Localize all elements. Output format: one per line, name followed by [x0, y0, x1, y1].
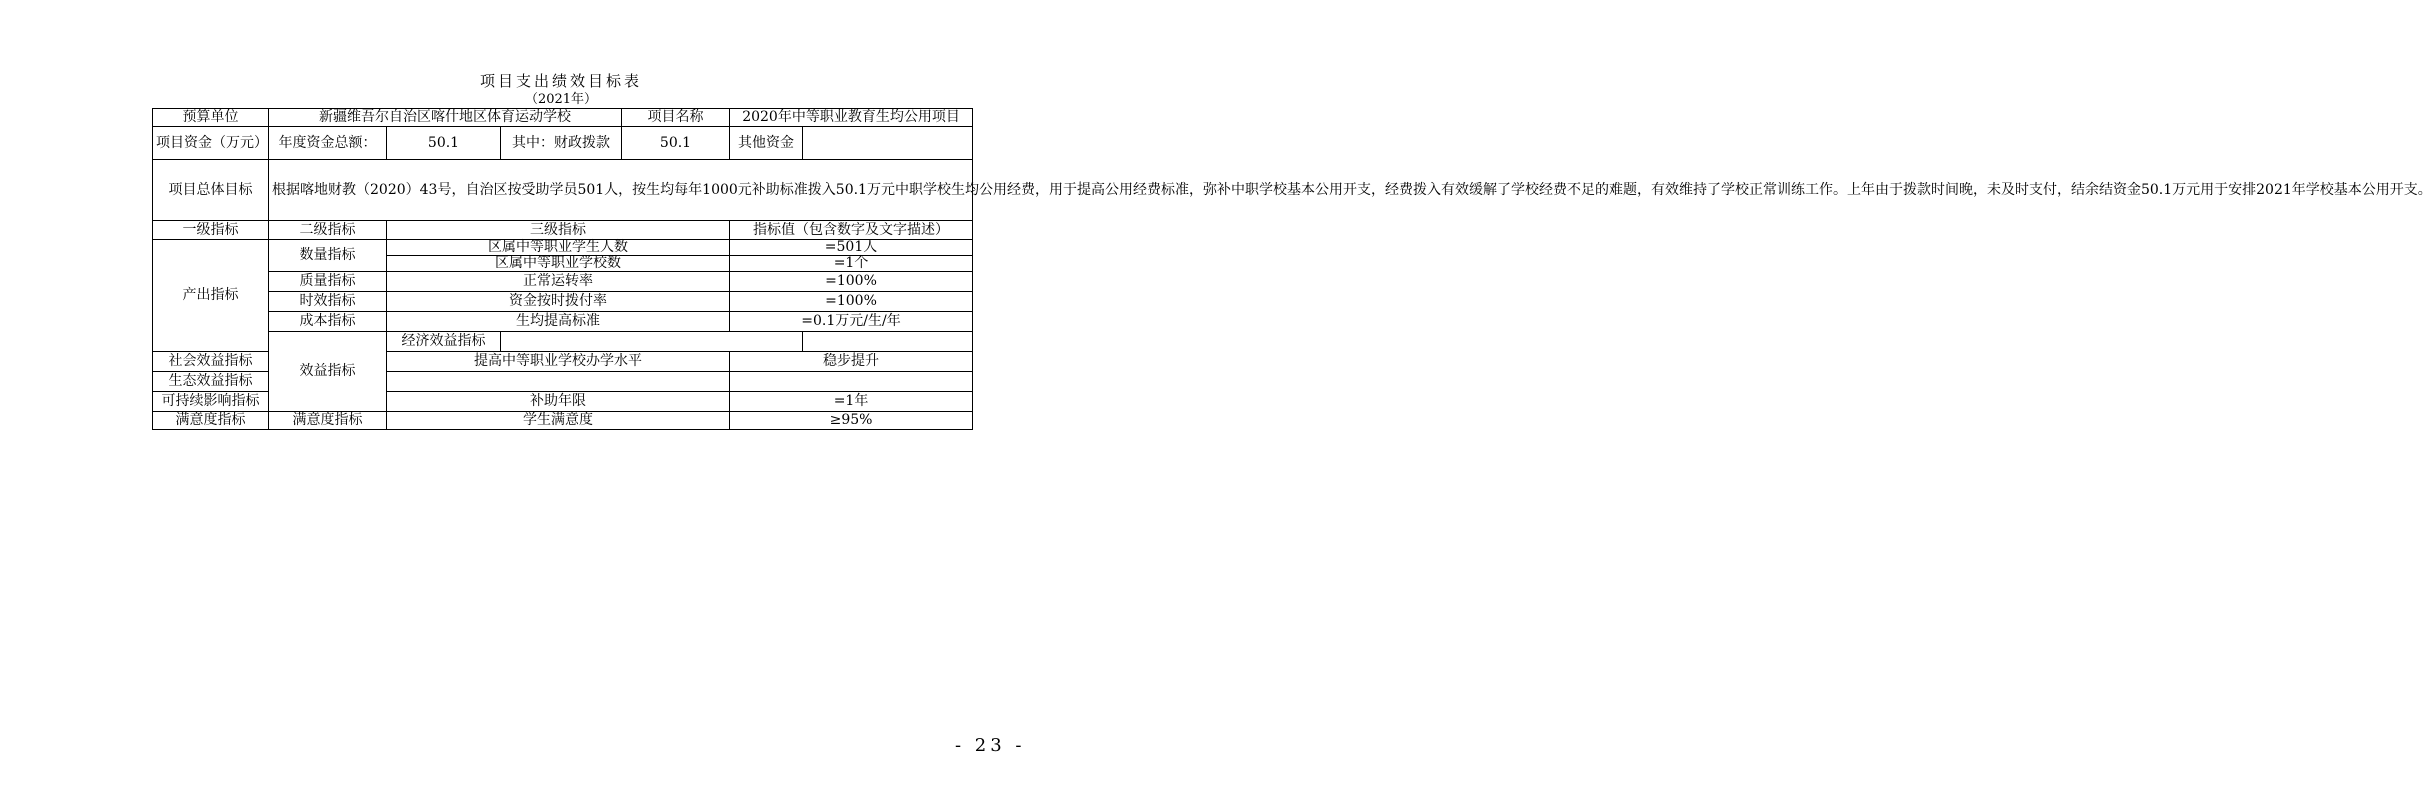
indicator-name: [501, 332, 803, 352]
indicator-value: [730, 372, 973, 392]
quantity-indicator-label: 数量指标: [269, 240, 387, 272]
table-row: [153, 412, 973, 430]
header-value: 指标值（包含数字及文字描述）: [730, 221, 973, 240]
header-row: [153, 221, 973, 240]
table-row: [153, 312, 973, 332]
table-row: [153, 240, 973, 256]
sustainable-indicator-label: 可持续影响指标: [153, 392, 269, 412]
indicator-name: [387, 372, 730, 392]
performance-table: [152, 108, 2432, 430]
other-funds-value: [803, 127, 973, 160]
benefit-indicator-label: 效益指标: [269, 332, 387, 412]
project-name-label: 项目名称: [622, 109, 730, 127]
header-level1: 一级指标: [153, 221, 269, 240]
goal-label: 项目总体目标: [153, 160, 269, 221]
indicator-name: 正常运转率: [387, 272, 730, 292]
indicator-name: 生均提高标准: [387, 312, 730, 332]
table-row: [153, 292, 973, 312]
indicator-name: 资金按时拨付率: [387, 292, 730, 312]
header-level3: 三级指标: [387, 221, 730, 240]
indicator-value: =0.1万元/生/年: [730, 312, 973, 332]
table-title: 项目支出绩效目标表: [479, 72, 642, 90]
economic-indicator-label: 经济效益指标: [387, 332, 501, 352]
indicator-value: 稳步提升: [730, 352, 973, 372]
indicator-name: 区属中等职业学生人数: [387, 240, 730, 256]
fiscal-value: 50.1: [622, 127, 730, 160]
goal-text: 根据喀地财教（2020）43号，自治区按受助学员501人，按生均每年1000元补助标准拨入50.1万元中职学校生均公用经费，用于提高公用经费标准，弥补中职学校基本公用开支，经费拨入有效缓解了学校经费不足的难题，有效维持了学校正常训练工作。上年由于拨款时间晚，未及时支付，结余结资金50.1万元用于安排2021年学校基本公用开支。: [269, 160, 973, 221]
indicator-name: 补助年限: [387, 392, 730, 412]
social-indicator-label: 社会效益指标: [153, 352, 269, 372]
header-level2: 二级指标: [269, 221, 387, 240]
other-funds-label: 其他资金: [730, 127, 803, 160]
page-number: - 23 -: [955, 735, 1026, 756]
budget-unit-row: [153, 109, 973, 127]
table-row: [153, 332, 973, 352]
indicator-name: 学生满意度: [387, 412, 730, 430]
funds-label: 项目资金（万元）: [153, 127, 269, 160]
annual-total-value: 50.1: [387, 127, 501, 160]
indicator-name: 区属中等职业学校数: [387, 256, 730, 272]
goal-row: [153, 160, 973, 221]
satisfaction-sub-label: 满意度指标: [269, 412, 387, 430]
ecological-indicator-label: 生态效益指标: [153, 372, 269, 392]
table-subtitle: （2021年）: [524, 92, 598, 107]
annual-total-label: 年度资金总额：: [269, 127, 387, 160]
budget-unit-label: 预算单位: [153, 109, 269, 127]
indicator-value: =100%: [730, 292, 973, 312]
indicator-value: =1个: [730, 256, 973, 272]
cost-indicator-label: 成本指标: [269, 312, 387, 332]
quality-indicator-label: 质量指标: [269, 272, 387, 292]
indicator-name: 提高中等职业学校办学水平: [387, 352, 730, 372]
indicator-value: =100%: [730, 272, 973, 292]
output-indicator-label: 产出指标: [153, 240, 269, 352]
satisfaction-indicator-label: 满意度指标: [153, 412, 269, 430]
timeliness-indicator-label: 时效指标: [269, 292, 387, 312]
indicator-value: =501人: [730, 240, 973, 256]
budget-unit-value: 新疆维吾尔自治区喀什地区体育运动学校: [269, 109, 622, 127]
funds-row: [153, 127, 973, 160]
indicator-value: =1年: [730, 392, 973, 412]
indicator-value: [803, 332, 973, 352]
fiscal-label: 其中：财政拨款: [501, 127, 622, 160]
project-name-value: 2020年中等职业教育生均公用项目: [730, 109, 973, 127]
table-row: [153, 272, 973, 292]
indicator-value: ≥95%: [730, 412, 973, 430]
